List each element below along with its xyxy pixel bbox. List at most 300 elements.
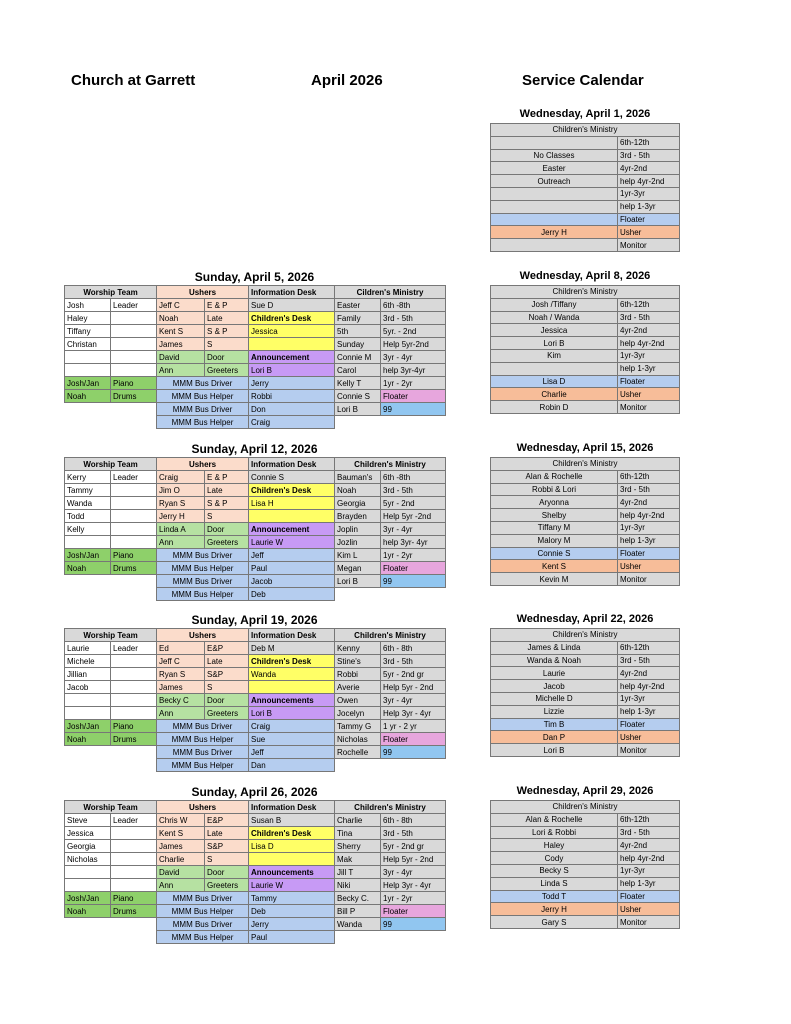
child-ministry-name: Becky C. <box>335 892 381 905</box>
table-row <box>491 162 680 175</box>
usher-name: Ann <box>157 536 205 549</box>
table-row <box>65 668 446 681</box>
usher-role: Late <box>205 312 249 325</box>
table-row <box>491 349 680 362</box>
table-row <box>65 416 446 429</box>
worship-member: Jacob <box>65 681 111 694</box>
worship-member <box>65 931 111 944</box>
role-label: help 1-3yr <box>618 534 680 547</box>
role-label: help 4yr-2nd <box>618 852 680 865</box>
role-label: 4yr-2nd <box>618 324 680 337</box>
information-desk-heading: Information Desk <box>249 629 335 642</box>
info-desk-entry: Children's Desk <box>249 484 335 497</box>
child-ministry-role: 3rd - 5th <box>381 655 446 668</box>
child-ministry-role <box>381 931 446 944</box>
sunday-title: Sunday, April 12, 2026 <box>191 442 318 456</box>
worship-member: Kerry <box>65 471 111 484</box>
role-label: 4yr-2nd <box>618 667 680 680</box>
role-label: 6th-12th <box>618 298 680 311</box>
information-desk-heading: Information Desk <box>249 458 335 471</box>
child-ministry-role: 3yr - 4yr <box>381 866 446 879</box>
childrens-ministry-heading: Children's Ministry <box>491 124 680 137</box>
childrens-ministry-heading: Children's Ministry <box>491 458 680 471</box>
volunteer-name: Easter <box>491 162 618 175</box>
table-row <box>491 521 680 534</box>
worship-member <box>65 364 111 377</box>
table-row <box>491 496 680 509</box>
volunteer-name: Kim <box>491 349 618 362</box>
child-ministry-name: Mak <box>335 853 381 866</box>
table-row <box>491 388 680 401</box>
worship-role <box>111 879 157 892</box>
calendar-title: Service Calendar <box>522 72 644 89</box>
child-ministry-name: Sunday <box>335 338 381 351</box>
child-ministry-role: 3yr - 4yr <box>381 694 446 707</box>
worship-role <box>111 351 157 364</box>
worship-role <box>111 681 157 694</box>
info-desk-entry: Children's Desk <box>249 312 335 325</box>
volunteer-name: Connie S <box>491 547 618 560</box>
worship-role <box>111 866 157 879</box>
usher-role: E & P <box>205 471 249 484</box>
wednesday-title: Wednesday, April 29, 2026 <box>516 785 654 797</box>
child-ministry-role: 6th - 8th <box>381 642 446 655</box>
worship-member: Jillian <box>65 668 111 681</box>
usher-name: Becky C <box>157 694 205 707</box>
worship-member: Noah <box>65 733 111 746</box>
role-label: help 4yr-2nd <box>618 175 680 188</box>
role-label: 3rd - 5th <box>618 311 680 324</box>
child-ministry-name: Kenny <box>335 642 381 655</box>
role-label: 3rd - 5th <box>618 483 680 496</box>
table-row <box>65 827 446 840</box>
volunteer-name: Jerry H <box>491 903 618 916</box>
worship-role: Drums <box>111 562 157 575</box>
child-ministry-role: Help 5yr-2nd <box>381 338 446 351</box>
child-ministry-role: Help 3yr - 4yr <box>381 879 446 892</box>
usher-name: Kent S <box>157 827 205 840</box>
table-row <box>491 718 680 731</box>
worship-member: Laurie <box>65 642 111 655</box>
bus-role: MMM Bus Driver <box>157 892 249 905</box>
info-desk-entry: Jacob <box>249 575 335 588</box>
child-ministry-role: 99 <box>381 918 446 931</box>
usher-role: Greeters <box>205 879 249 892</box>
info-desk-entry: Connie S <box>249 471 335 484</box>
role-label: help 4yr-2nd <box>618 509 680 522</box>
role-label: 4yr-2nd <box>618 496 680 509</box>
role-label: 4yr-2nd <box>618 162 680 175</box>
table-row <box>491 705 680 718</box>
table-row <box>491 826 680 839</box>
worship-member: Christan <box>65 338 111 351</box>
info-desk-entry: Announcements <box>249 694 335 707</box>
volunteer-name: Lori & Robbi <box>491 826 618 839</box>
usher-name: Chris W <box>157 814 205 827</box>
usher-name: James <box>157 338 205 351</box>
volunteer-name: Kevin M <box>491 573 618 586</box>
table-row <box>491 547 680 560</box>
volunteer-name: Gary S <box>491 916 618 929</box>
child-ministry-role: 6th -8th <box>381 299 446 312</box>
ushers-heading: Ushers <box>157 286 249 299</box>
ushers-heading: Ushers <box>157 458 249 471</box>
worship-member: Kelly <box>65 523 111 536</box>
table-row <box>491 744 680 757</box>
child-ministry-role: 99 <box>381 575 446 588</box>
worship-member <box>65 416 111 429</box>
child-ministry-role: Help 5yr - 2nd <box>381 853 446 866</box>
usher-name: James <box>157 840 205 853</box>
table-row <box>65 655 446 668</box>
table-row <box>491 286 680 299</box>
bus-role: MMM Bus Helper <box>157 759 249 772</box>
table-row <box>491 226 680 239</box>
worship-member: Haley <box>65 312 111 325</box>
usher-name: David <box>157 351 205 364</box>
worship-role <box>111 325 157 338</box>
volunteer-name: Becky S <box>491 864 618 877</box>
role-label: Monitor <box>618 573 680 586</box>
worship-role <box>111 575 157 588</box>
info-desk-entry: Susan B <box>249 814 335 827</box>
bus-role: MMM Bus Helper <box>157 905 249 918</box>
worship-role: Drums <box>111 733 157 746</box>
usher-role: Late <box>205 484 249 497</box>
volunteer-name <box>491 136 618 149</box>
bus-role: MMM Bus Helper <box>157 562 249 575</box>
usher-role: E&P <box>205 814 249 827</box>
info-desk-entry: Craig <box>249 416 335 429</box>
usher-role: S <box>205 681 249 694</box>
childrens-ministry-heading: Children's Ministry <box>335 801 446 814</box>
child-ministry-name: Carol <box>335 364 381 377</box>
role-label: Usher <box>618 731 680 744</box>
usher-name: Kent S <box>157 325 205 338</box>
child-ministry-name: Jocelyn <box>335 707 381 720</box>
childrens-ministry-heading: Children's Ministry <box>335 629 446 642</box>
worship-member <box>65 575 111 588</box>
wednesday-title: Wednesday, April 1, 2026 <box>519 108 651 120</box>
child-ministry-name: Megan <box>335 562 381 575</box>
role-label: Usher <box>618 560 680 573</box>
bus-role: MMM Bus Helper <box>157 931 249 944</box>
volunteer-name: Michelle D <box>491 692 618 705</box>
sunday-title: Sunday, April 5, 2026 <box>194 270 315 284</box>
bus-role: MMM Bus Driver <box>157 549 249 562</box>
info-desk-entry: Sue D <box>249 299 335 312</box>
worship-member: Noah <box>65 905 111 918</box>
worship-role <box>111 827 157 840</box>
usher-role: S & P <box>205 497 249 510</box>
child-ministry-role: 5yr - 2nd <box>381 497 446 510</box>
childrens-ministry-heading: Cildren's Ministry <box>335 286 446 299</box>
info-desk-entry <box>249 510 335 523</box>
volunteer-name: Lori B <box>491 744 618 757</box>
table-row <box>65 918 446 931</box>
child-ministry-role: 6th -8th <box>381 471 446 484</box>
child-ministry-role: Help 5yr -2nd <box>381 510 446 523</box>
table-row <box>491 890 680 903</box>
usher-role: Greeters <box>205 536 249 549</box>
table-row <box>491 483 680 496</box>
role-label: help 1-3yr <box>618 362 680 375</box>
bus-role: MMM Bus Helper <box>157 390 249 403</box>
table-row <box>491 136 680 149</box>
info-desk-entry: Jerry <box>249 377 335 390</box>
table-row <box>65 694 446 707</box>
worship-member: Josh/Jan <box>65 720 111 733</box>
worship-member <box>65 759 111 772</box>
child-ministry-role: 5yr - 2nd gr <box>381 668 446 681</box>
table-row <box>65 720 446 733</box>
worship-role: Leader <box>111 642 157 655</box>
info-desk-entry <box>249 853 335 866</box>
child-ministry-name: Connie S <box>335 390 381 403</box>
child-ministry-role: 3rd - 5th <box>381 312 446 325</box>
bus-role: MMM Bus Driver <box>157 575 249 588</box>
volunteer-name: Lisa D <box>491 375 618 388</box>
table-row <box>65 575 446 588</box>
wednesday-table <box>490 628 680 757</box>
worship-member: Todd <box>65 510 111 523</box>
month-title: April 2026 <box>311 72 383 89</box>
bus-role: MMM Bus Driver <box>157 720 249 733</box>
table-row <box>65 814 446 827</box>
usher-role: S <box>205 510 249 523</box>
volunteer-name: Noah / Wanda <box>491 311 618 324</box>
role-label: 1yr-3yr <box>618 692 680 705</box>
table-row <box>491 324 680 337</box>
wednesday-table <box>490 123 680 252</box>
role-label: Usher <box>618 903 680 916</box>
worship-role <box>111 312 157 325</box>
child-ministry-role: Floater <box>381 905 446 918</box>
info-desk-entry: Wanda <box>249 668 335 681</box>
table-row <box>65 325 446 338</box>
role-label: Floater <box>618 890 680 903</box>
worship-member <box>65 707 111 720</box>
info-desk-entry: Announcement <box>249 523 335 536</box>
role-label: Monitor <box>618 916 680 929</box>
child-ministry-name: Kim L <box>335 549 381 562</box>
child-ministry-role: 3rd - 5th <box>381 827 446 840</box>
usher-role: Late <box>205 827 249 840</box>
worship-member <box>65 351 111 364</box>
usher-name: Charlie <box>157 853 205 866</box>
child-ministry-name: Lori B <box>335 575 381 588</box>
worship-member: Steve <box>65 814 111 827</box>
usher-name: Ann <box>157 879 205 892</box>
child-ministry-role: 3yr - 4yr <box>381 523 446 536</box>
usher-role: S&P <box>205 668 249 681</box>
worship-role <box>111 510 157 523</box>
role-label: Monitor <box>618 744 680 757</box>
child-ministry-name: Owen <box>335 694 381 707</box>
info-desk-entry: Children's Desk <box>249 827 335 840</box>
table-row <box>491 641 680 654</box>
child-ministry-role: 1yr - 2yr <box>381 892 446 905</box>
wednesday-table <box>490 457 680 586</box>
worship-role <box>111 746 157 759</box>
worship-role <box>111 523 157 536</box>
volunteer-name: No Classes <box>491 149 618 162</box>
role-label: 1yr-3yr <box>618 187 680 200</box>
table-row <box>65 536 446 549</box>
child-ministry-role: Help 3yr - 4yr <box>381 707 446 720</box>
worship-role <box>111 694 157 707</box>
child-ministry-role: 99 <box>381 746 446 759</box>
child-ministry-role: 5yr - 2nd gr <box>381 840 446 853</box>
table-row <box>65 549 446 562</box>
usher-name: Jeff C <box>157 655 205 668</box>
childrens-ministry-heading: Children's Ministry <box>491 629 680 642</box>
worship-role <box>111 364 157 377</box>
table-row <box>65 458 446 471</box>
child-ministry-role: 1yr - 2yr <box>381 549 446 562</box>
role-label: Usher <box>618 226 680 239</box>
volunteer-name: Todd T <box>491 890 618 903</box>
worship-role <box>111 759 157 772</box>
table-row <box>65 759 446 772</box>
sunday-table <box>64 457 446 601</box>
bus-role: MMM Bus Helper <box>157 733 249 746</box>
volunteer-name: James & Linda <box>491 641 618 654</box>
role-label: 6th-12th <box>618 641 680 654</box>
table-row <box>65 377 446 390</box>
child-ministry-name: 5th <box>335 325 381 338</box>
info-desk-entry: Sue <box>249 733 335 746</box>
child-ministry-name: Brayden <box>335 510 381 523</box>
volunteer-name: Lori B <box>491 337 618 350</box>
child-ministry-name: Family <box>335 312 381 325</box>
table-row <box>65 510 446 523</box>
bus-role: MMM Bus Helper <box>157 588 249 601</box>
worship-member: Noah <box>65 562 111 575</box>
child-ministry-name: Stine's <box>335 655 381 668</box>
table-row <box>491 852 680 865</box>
table-row <box>491 813 680 826</box>
info-desk-entry: Deb <box>249 905 335 918</box>
table-row <box>65 403 446 416</box>
child-ministry-role: help 3yr-4yr <box>381 364 446 377</box>
worship-role <box>111 497 157 510</box>
worship-role <box>111 484 157 497</box>
usher-name: Ryan S <box>157 668 205 681</box>
info-desk-entry: Deb M <box>249 642 335 655</box>
worship-role <box>111 668 157 681</box>
worship-member: Georgia <box>65 840 111 853</box>
child-ministry-name: Jill T <box>335 866 381 879</box>
worship-member <box>65 918 111 931</box>
worship-member <box>65 746 111 759</box>
table-row <box>65 312 446 325</box>
child-ministry-name: Noah <box>335 484 381 497</box>
table-row <box>65 801 446 814</box>
table-row <box>491 864 680 877</box>
info-desk-entry: Paul <box>249 931 335 944</box>
table-row <box>491 680 680 693</box>
wednesday-table <box>490 800 680 929</box>
table-row <box>491 124 680 137</box>
table-row <box>491 560 680 573</box>
info-desk-entry <box>249 681 335 694</box>
volunteer-name <box>491 213 618 226</box>
child-ministry-name: Bauman's <box>335 471 381 484</box>
worship-member: Tiffany <box>65 325 111 338</box>
worship-role <box>111 416 157 429</box>
volunteer-name <box>491 362 618 375</box>
table-row <box>491 175 680 188</box>
usher-name: Jerry H <box>157 510 205 523</box>
usher-role: Door <box>205 694 249 707</box>
child-ministry-name: Connie M <box>335 351 381 364</box>
role-label: help 4yr-2nd <box>618 337 680 350</box>
table-row <box>491 311 680 324</box>
child-ministry-name: Georgia <box>335 497 381 510</box>
sunday-table <box>64 628 446 772</box>
child-ministry-name: Nicholas <box>335 733 381 746</box>
table-row <box>491 916 680 929</box>
worship-member: Michele <box>65 655 111 668</box>
usher-role: Door <box>205 351 249 364</box>
table-row <box>491 239 680 252</box>
childrens-ministry-heading: Children's Ministry <box>491 801 680 814</box>
usher-name: Craig <box>157 471 205 484</box>
sunday-title: Sunday, April 19, 2026 <box>191 613 318 627</box>
table-row <box>65 746 446 759</box>
role-label: Floater <box>618 547 680 560</box>
table-row <box>491 458 680 471</box>
volunteer-name: Charlie <box>491 388 618 401</box>
ushers-heading: Ushers <box>157 629 249 642</box>
child-ministry-name: Rochelle <box>335 746 381 759</box>
child-ministry-name: Sherry <box>335 840 381 853</box>
table-row <box>491 362 680 375</box>
role-label: 3rd - 5th <box>618 826 680 839</box>
table-row <box>65 707 446 720</box>
table-row <box>65 390 446 403</box>
info-desk-entry: Paul <box>249 562 335 575</box>
worship-role: Leader <box>111 299 157 312</box>
table-row <box>491 839 680 852</box>
table-row <box>491 534 680 547</box>
volunteer-name: Jessica <box>491 324 618 337</box>
table-row <box>491 801 680 814</box>
table-row <box>491 731 680 744</box>
volunteer-name <box>491 239 618 252</box>
bus-role: MMM Bus Driver <box>157 918 249 931</box>
role-label: Monitor <box>618 239 680 252</box>
worship-role <box>111 853 157 866</box>
worship-team-heading: Worship Team <box>65 286 157 299</box>
info-desk-entry: Announcement <box>249 351 335 364</box>
worship-member: Nicholas <box>65 853 111 866</box>
sunday-table <box>64 800 446 944</box>
role-label: 6th-12th <box>618 470 680 483</box>
wednesday-title: Wednesday, April 15, 2026 <box>516 442 654 454</box>
child-ministry-name: Niki <box>335 879 381 892</box>
worship-member: Josh/Jan <box>65 377 111 390</box>
role-label: Floater <box>618 718 680 731</box>
worship-role <box>111 403 157 416</box>
worship-role: Piano <box>111 549 157 562</box>
table-row <box>491 692 680 705</box>
worship-member: Tammy <box>65 484 111 497</box>
volunteer-name: Laurie <box>491 667 618 680</box>
usher-name: David <box>157 866 205 879</box>
volunteer-name: Kent S <box>491 560 618 573</box>
